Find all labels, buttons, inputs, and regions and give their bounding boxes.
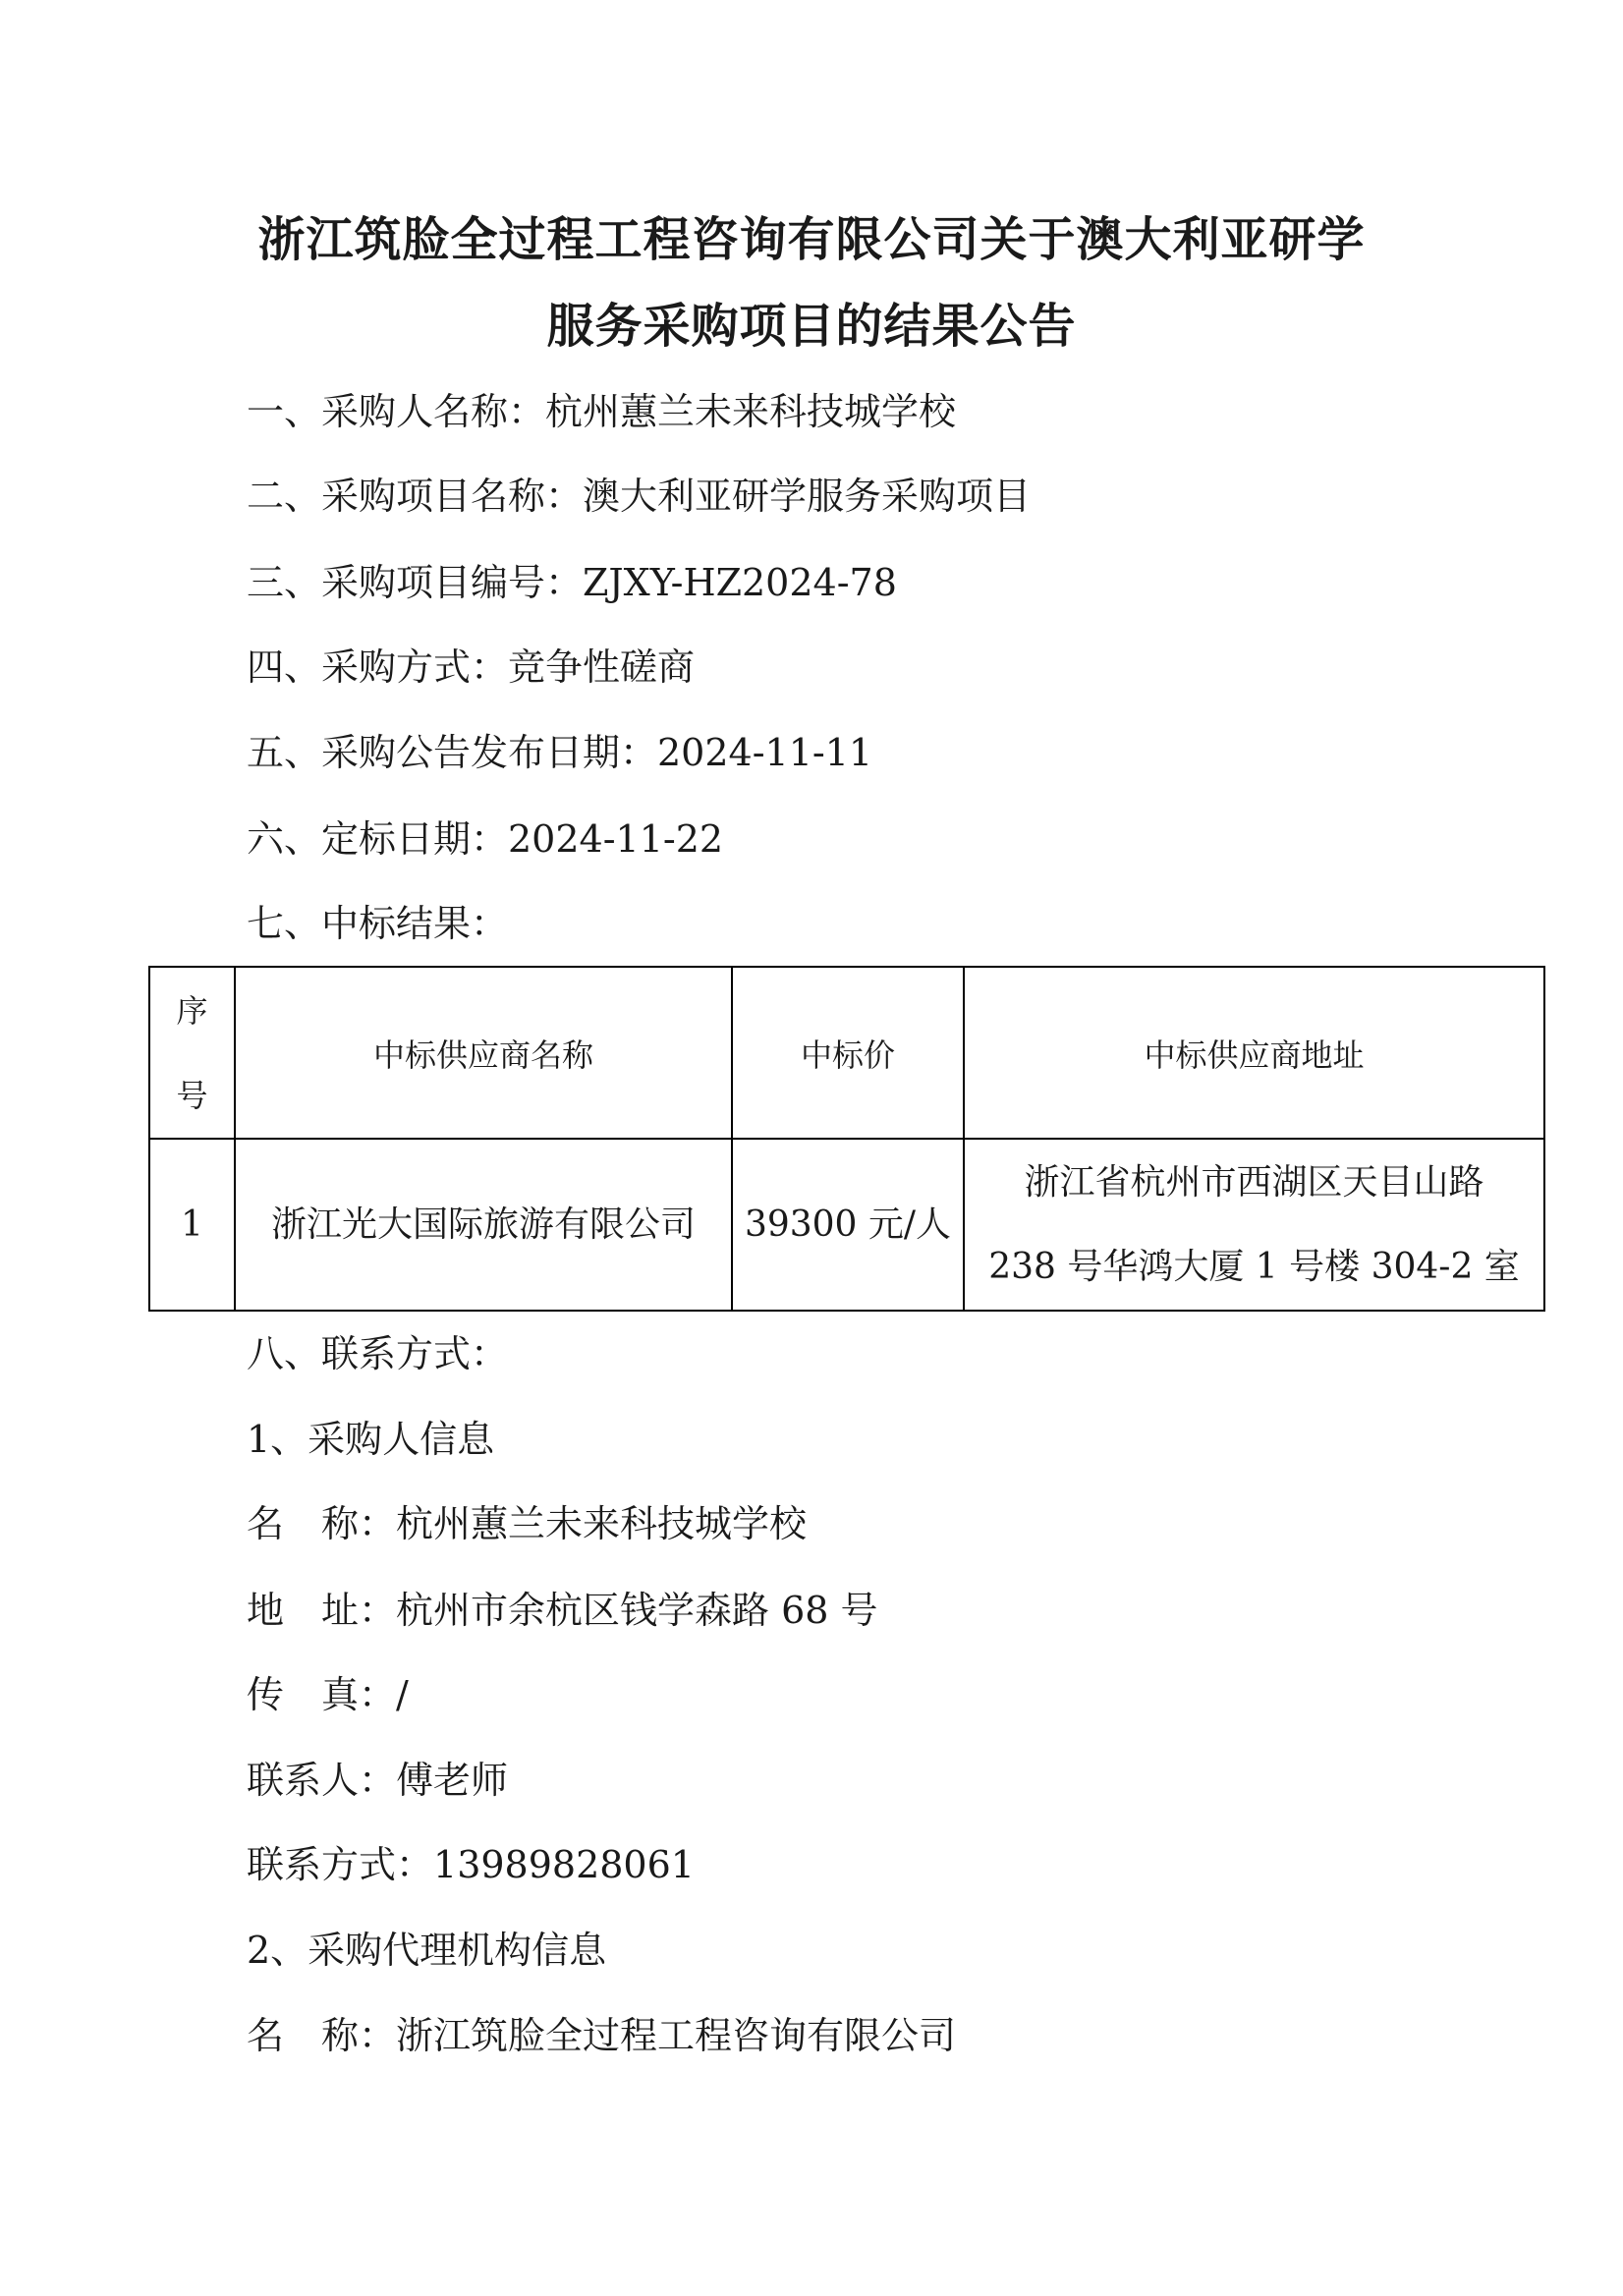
document-title-line-2: 服务采购项目的结果公告	[546, 299, 1077, 354]
purchaser-address-line	[247, 1586, 878, 1635]
agency-info-heading: 2、采购代理机构信息	[247, 1929, 607, 1972]
contact-phone-label: 联系方式：	[247, 1843, 434, 1886]
award-result-table	[148, 966, 1545, 1312]
header-supplier-name: 中标供应商名称	[235, 967, 732, 1139]
name-label-b: 称：	[321, 1502, 397, 1545]
purchaser-fax-value: /	[396, 1673, 409, 1716]
purchaser-name-item: 一、采购人名称：杭州蕙兰未来科技城学校	[247, 390, 957, 433]
purchaser-info-heading: 1、采购人信息	[247, 1418, 495, 1461]
cell-address-line-2: 238 号华鸿大厦 1 号楼 304-2 室	[988, 1246, 1520, 1287]
table-header-row	[149, 967, 1544, 1139]
name-label-a: 名	[247, 1502, 285, 1545]
header-supplier-address: 中标供应商地址	[964, 967, 1544, 1139]
contact-person-line	[247, 1756, 508, 1805]
header-seq-top: 序	[176, 991, 208, 1030]
purchaser-address-value: 杭州市余杭区钱学森路 68 号	[396, 1589, 878, 1632]
header-seq-bottom: 号	[176, 1076, 208, 1114]
contact-phone-line	[247, 1840, 695, 1889]
project-name-item: 二、采购项目名称：澳大利亚研学服务采购项目	[247, 475, 1032, 518]
agency-name-label-a: 名	[247, 2014, 285, 2057]
agency-name-label-b: 称：	[321, 2014, 397, 2057]
contact-person-value: 傅老师	[396, 1759, 509, 1802]
procurement-method-item: 四、采购方式：竞争性磋商	[247, 645, 696, 689]
address-label-a: 地	[247, 1589, 285, 1632]
header-seq	[149, 967, 235, 1139]
fax-label-a: 传	[247, 1673, 285, 1716]
contact-phone-value: 13989828061	[433, 1843, 695, 1886]
cell-supplier-address	[964, 1139, 1544, 1311]
award-result-heading: 七、中标结果：	[247, 902, 509, 945]
contact-person-label: 联系人：	[247, 1759, 397, 1802]
contact-heading: 八、联系方式：	[247, 1332, 509, 1375]
cell-award-price: 39300 元/人	[732, 1139, 964, 1311]
document-title-line-1: 浙江筑脸全过程工程咨询有限公司关于澳大利亚研学	[257, 212, 1366, 267]
address-label-b: 址：	[321, 1589, 397, 1632]
agency-name-line	[247, 2011, 956, 2060]
cell-seq: 1	[149, 1139, 235, 1311]
purchaser-name-line	[247, 1499, 807, 1548]
purchaser-name-value: 杭州蕙兰未来科技城学校	[396, 1502, 808, 1545]
announcement-date-item: 五、采购公告发布日期：2024-11-11	[247, 731, 873, 774]
header-award-price: 中标价	[732, 967, 964, 1139]
cell-supplier-name: 浙江光大国际旅游有限公司	[235, 1139, 732, 1311]
cell-address-line-1: 浙江省杭州市西湖区天目山路	[1024, 1161, 1484, 1203]
fax-label-b: 真：	[321, 1673, 397, 1716]
table-row	[149, 1139, 1544, 1311]
purchaser-fax-line	[247, 1670, 409, 1719]
agency-name-value: 浙江筑脸全过程工程咨询有限公司	[396, 2014, 957, 2057]
project-number-item: 三、采购项目编号：ZJXY-HZ2024-78	[247, 561, 897, 604]
award-date-item: 六、定标日期：2024-11-22	[247, 817, 724, 861]
